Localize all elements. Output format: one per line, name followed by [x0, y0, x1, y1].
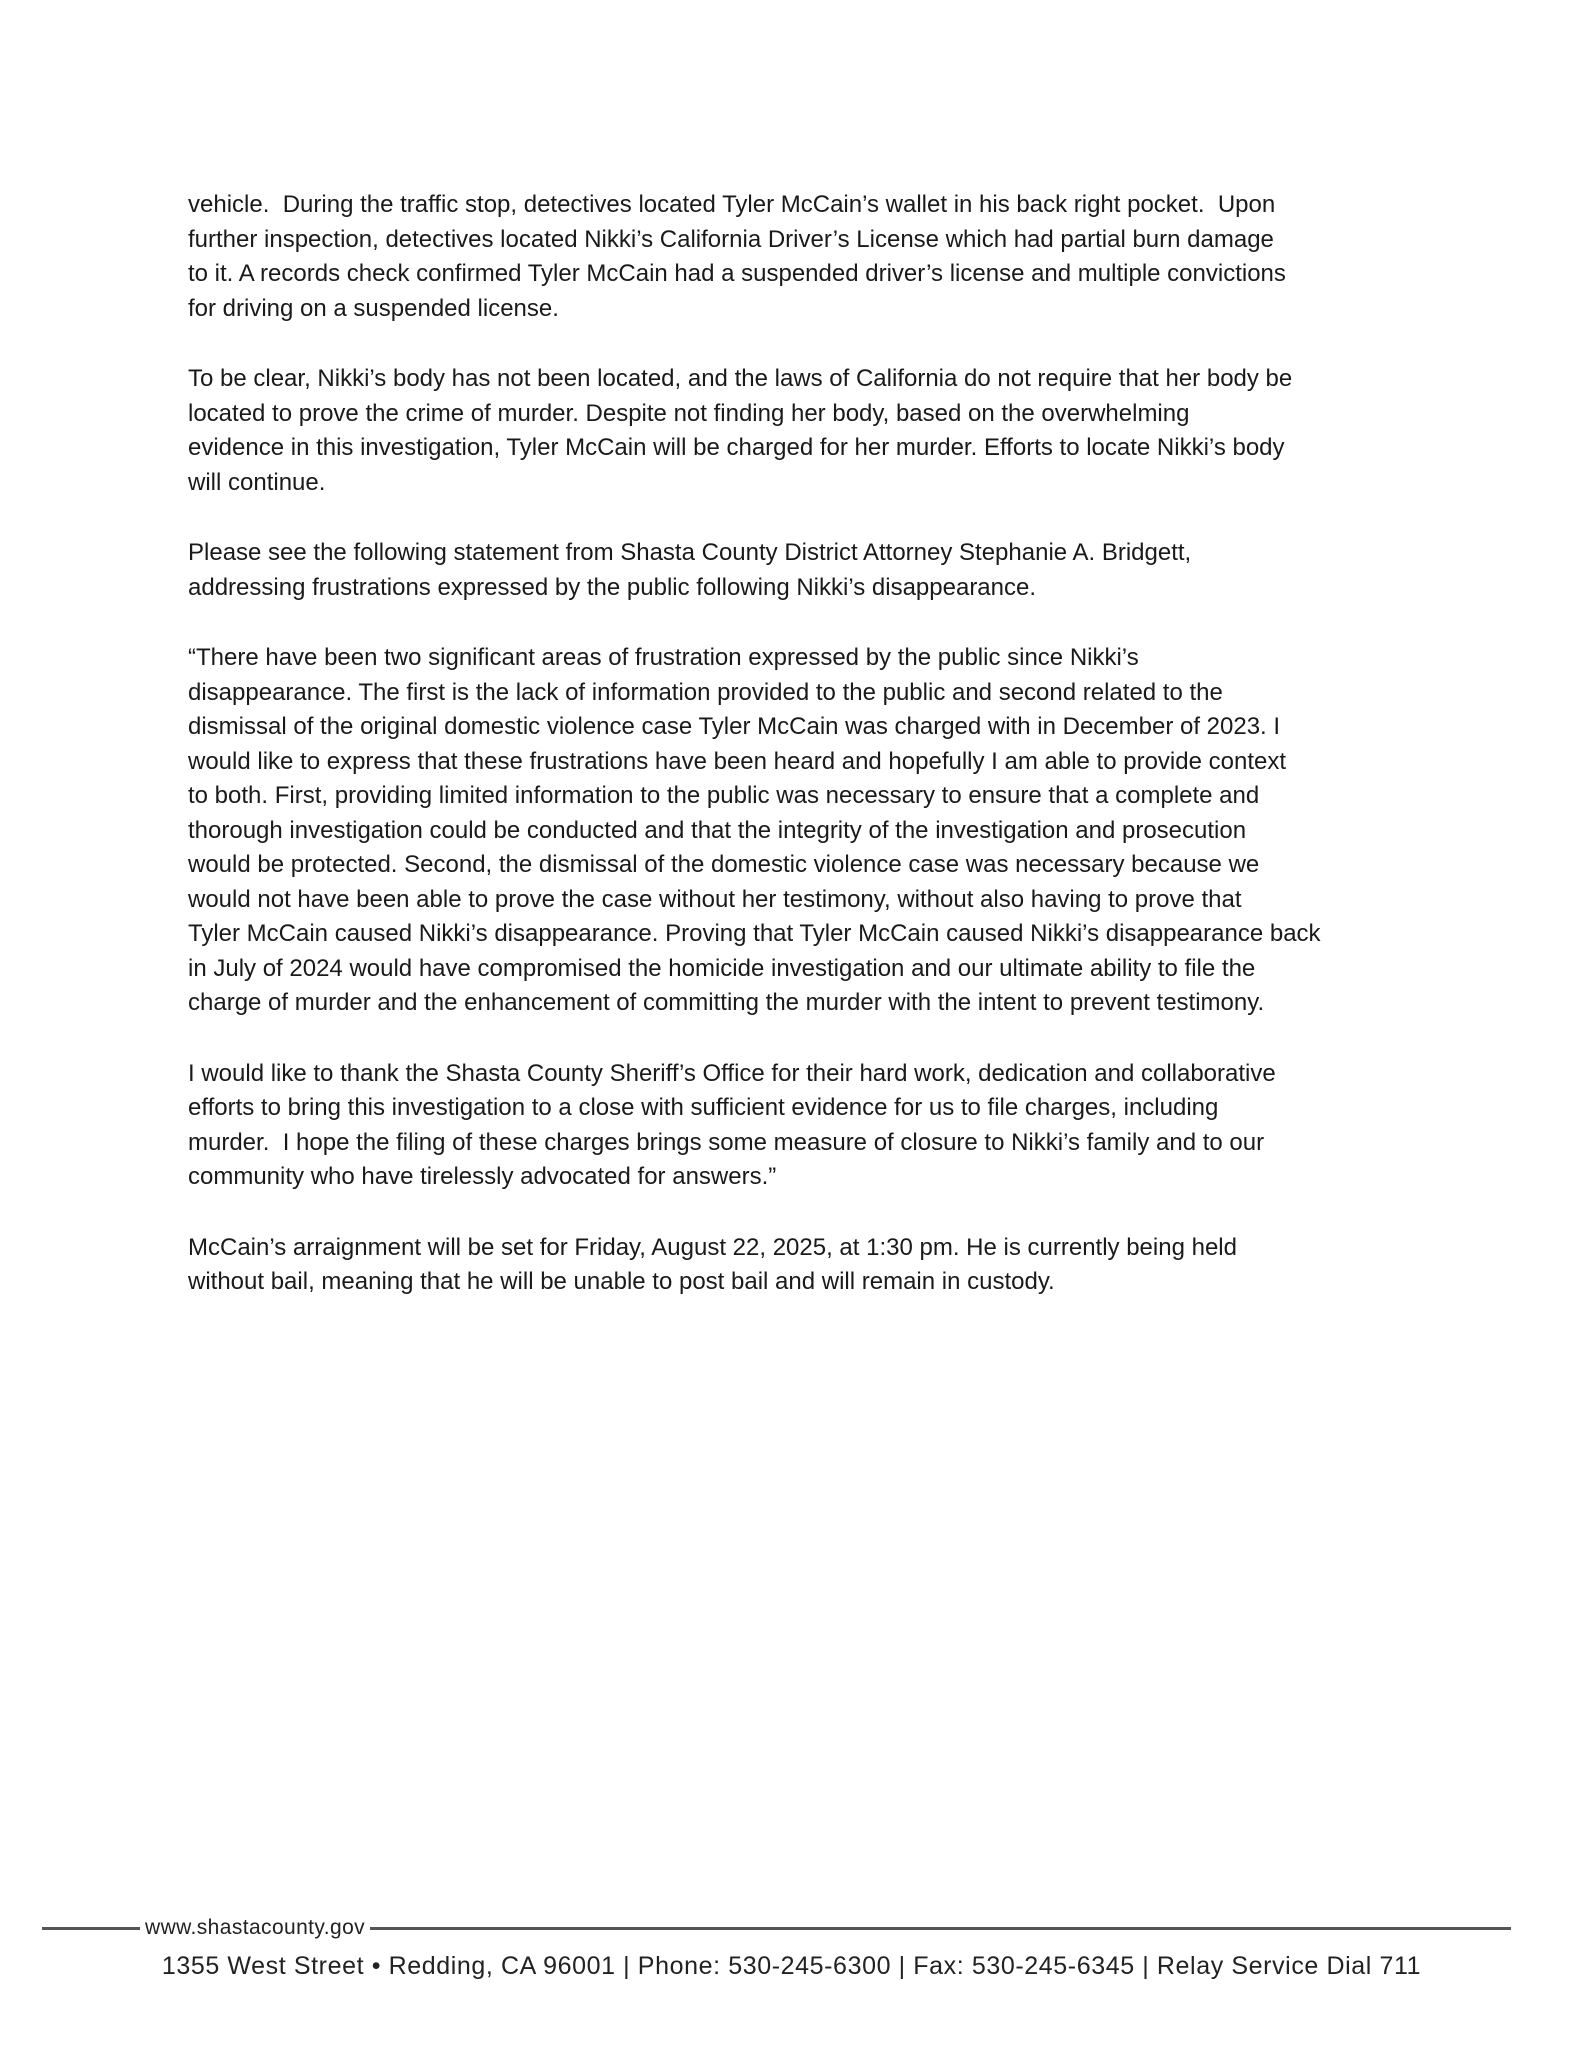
footer-address: 1355 West Street • Redding, CA 96001 | Phone: 530-245-6300 | Fax: 530-245-6345 | Relay Service Dial 711	[161, 1952, 1422, 1980]
text-line: charge of murder and the enhancement of committing the murder with the intent to prevent testimony.	[188, 989, 1265, 1016]
text-line: dismissal of the original domestic violence case Tyler McCain was charged with in December of 2023. I	[188, 713, 1281, 740]
text-line: Tyler McCain caused Nikki’s disappearance. Proving that Tyler McCain caused Nikki’s disappearance back	[188, 920, 1321, 947]
text-line: murder. I hope the filing of these charges brings some measure of closure to Nikki’s family and to our	[188, 1128, 1265, 1156]
text-line: further inspection, detectives located Nikki’s California Driver’s License which had partial burn damage	[188, 225, 1274, 253]
paragraph	[188, 188, 1523, 326]
text-line: would be protected. Second, the dismissal of the domestic violence case was necessary because we	[188, 851, 1260, 878]
document-body	[188, 188, 1523, 1336]
text-line: located to prove the crime of murder. Despite not finding her body, based on the overwhelming	[188, 399, 1190, 427]
paragraph	[188, 641, 1523, 1021]
footer-divider-left	[42, 1927, 140, 1930]
text-line: without bail, meaning that he will be unable to post bail and will remain in custody.	[188, 1268, 1055, 1295]
text-line: disappearance. The first is the lack of information provided to the public and second related to the	[188, 678, 1223, 706]
paragraph	[188, 1057, 1523, 1195]
text-line: would like to express that these frustrations have been heard and hopefully I am able to provide context	[188, 747, 1286, 775]
footer-rule	[42, 1914, 1511, 1942]
text-line: to both. First, providing limited information to the public was necessary to ensure that a complete and	[188, 782, 1260, 809]
paragraph	[188, 362, 1523, 500]
text-line: thorough investigation could be conducted and that the integrity of the investigation and prosecution	[188, 816, 1247, 844]
paragraph	[188, 536, 1523, 605]
text-line: to it. A records check confirmed Tyler McCain had a suspended driver’s license and multiple convictions	[188, 260, 1286, 287]
text-line: for driving on a suspended license.	[188, 294, 559, 322]
text-line: I would like to thank the Shasta County Sheriff’s Office for their hard work, dedication and collaborative	[188, 1059, 1276, 1087]
text-line: in July of 2024 would have compromised the homicide investigation and our ultimate ability to file the	[188, 954, 1256, 982]
footer-website: www.shastacounty.gov	[145, 1916, 366, 1939]
text-line: will continue.	[188, 468, 326, 496]
footer-divider-right	[370, 1927, 1511, 1930]
text-line: efforts to bring this investigation to a close with sufficient evidence for us to file charges, including	[188, 1094, 1219, 1121]
text-line: “There have been two significant areas of frustration expressed by the public since Nikki’s	[188, 644, 1139, 671]
text-line: To be clear, Nikki’s body has not been located, and the laws of California do not require that her body be	[188, 365, 1293, 392]
text-line: evidence in this investigation, Tyler McCain will be charged for her murder. Efforts to locate Nikki’s body	[188, 434, 1285, 461]
text-line: addressing frustrations expressed by the public following Nikki’s disappearance.	[188, 573, 1037, 601]
text-line: McCain’s arraignment will be set for Friday, August 22, 2025, at 1:30 pm. He is currently being held	[188, 1233, 1237, 1261]
text-line: would not have been able to prove the case without her testimony, without also having to prove that	[188, 885, 1242, 913]
text-line: Please see the following statement from Shasta County District Attorney Stephanie A. Bridgett,	[188, 539, 1192, 566]
text-line: vehicle. During the traffic stop, detectives located Tyler McCain’s wallet in his back right pocket. Upon	[188, 191, 1276, 218]
text-line: community who have tirelessly advocated for answers.”	[188, 1163, 777, 1190]
paragraph	[188, 1231, 1523, 1300]
